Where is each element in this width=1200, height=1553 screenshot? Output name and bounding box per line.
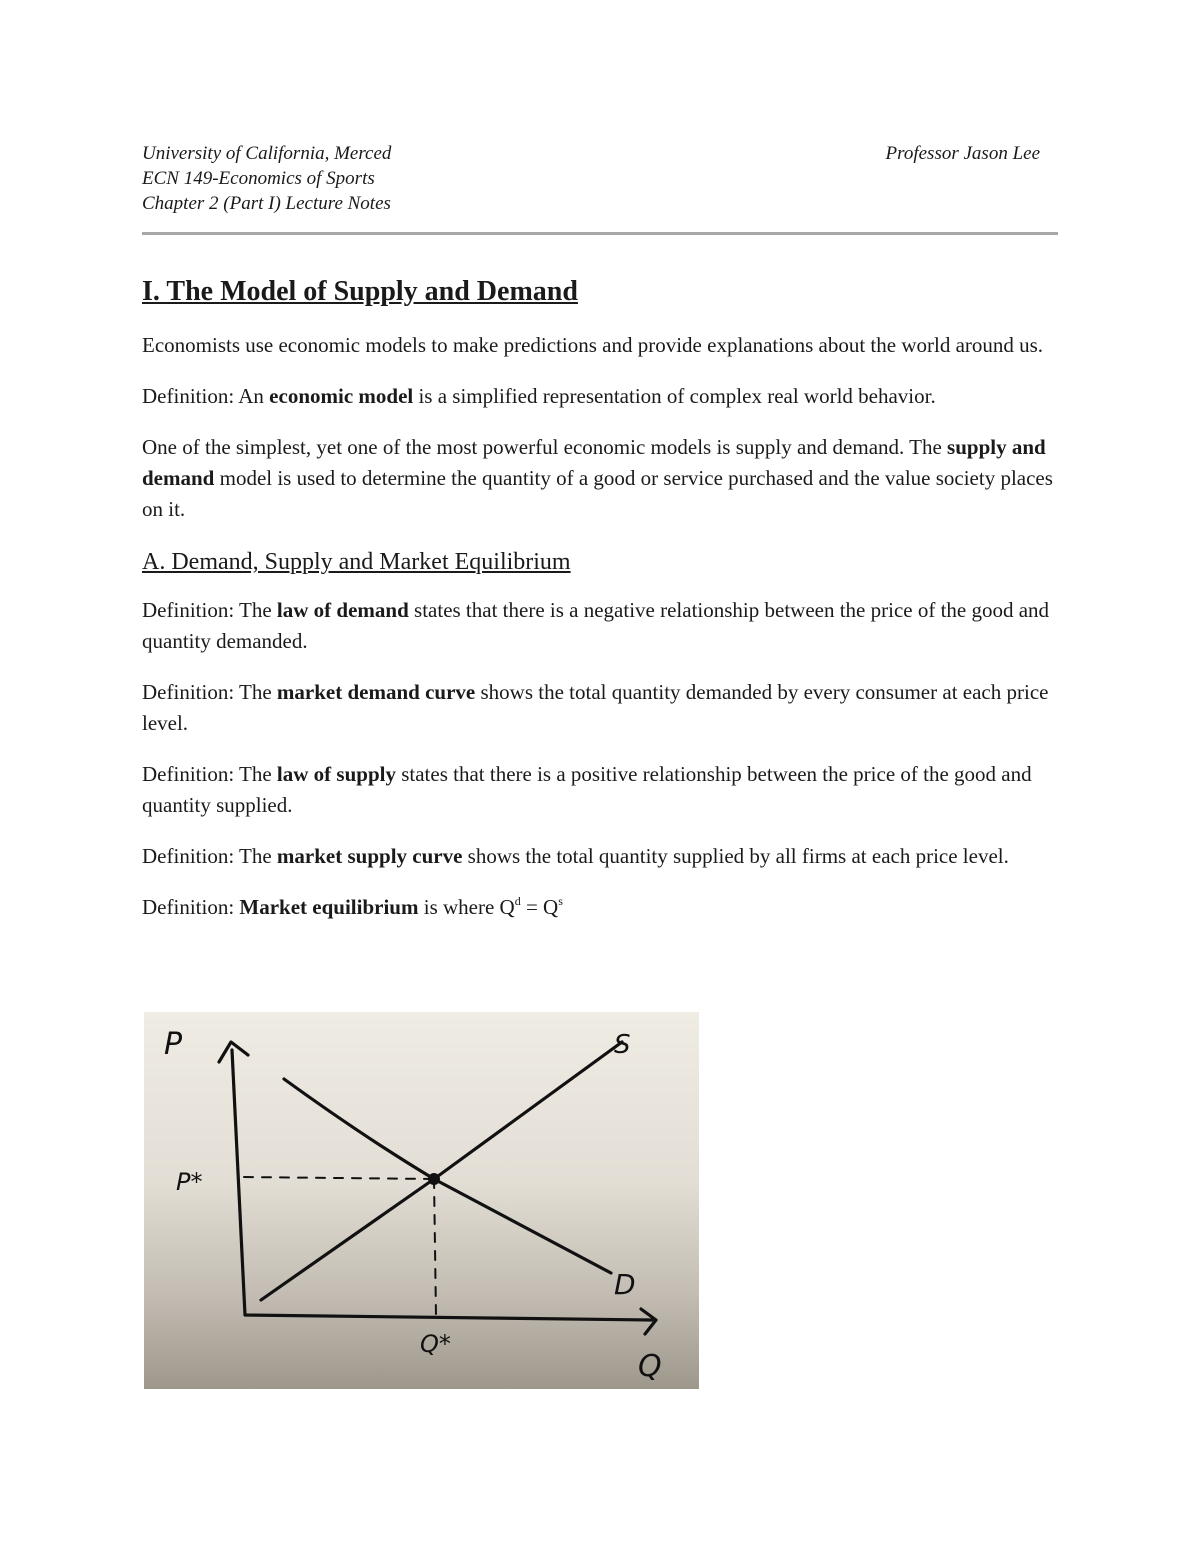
definition-prefix: Definition: The (142, 598, 277, 622)
definition-term: market demand curve (276, 680, 476, 704)
q-axis-label: Q (638, 1349, 662, 1384)
equilibrium-point (428, 1173, 440, 1185)
definition-term: supply and demand (142, 435, 1046, 490)
definition-prefix: Definition: The (142, 844, 277, 868)
definition-text: is a simplified representation of complex real world behavior. (413, 384, 936, 408)
header-divider (142, 232, 1058, 235)
definition-term: economic model (269, 384, 414, 408)
definition-term: Market equilibrium (239, 895, 419, 919)
paragraph-text: One of the simplest, yet one of the most powerful economic models is supply and demand. The (142, 435, 948, 459)
section-title: I. The Model of Supply and Demand (142, 276, 578, 307)
definition-term: law of supply (276, 762, 396, 786)
q-star-label: Q* (420, 1330, 451, 1358)
demand-label: D (614, 1268, 636, 1301)
supply-demand-paragraph (142, 432, 1058, 525)
definition-term: market supply curve (276, 844, 463, 868)
law-of-demand-definition (142, 595, 1058, 657)
market-equilibrium-definition (142, 892, 1058, 923)
supply-label: S (614, 1030, 631, 1060)
lecture-notes-label: Chapter 2 (Part I) Lecture Notes (142, 193, 391, 214)
definition-text: states that there is a positive relationship between the price of the good and quantity supplied. (142, 762, 1032, 817)
university-name: University of California, Merced (142, 143, 392, 164)
definition-prefix: Definition: (142, 895, 240, 919)
definition-text: is where Q (418, 895, 515, 919)
intro-paragraph: Economists use economic models to make predictions and provide explanations about the world around us. (142, 333, 1044, 357)
demand-superscript: d (514, 894, 521, 908)
document-header (142, 141, 1040, 216)
document-body (142, 272, 1058, 943)
p-star-label: P* (176, 1168, 203, 1196)
paragraph-text: model is used to determine the quantity of a good or service purchased and the value society places on it. (142, 466, 1053, 521)
definition-text: shows the total quantity supplied by all firms at each price level. (462, 844, 1009, 868)
course-name: ECN 149-Economics of Sports (142, 168, 375, 189)
definition-prefix: Definition: The (142, 680, 277, 704)
definition-prefix: Definition: The (142, 762, 277, 786)
p-axis-label: P (164, 1027, 183, 1062)
definition-term: law of demand (276, 598, 409, 622)
supply-superscript: s (558, 894, 563, 908)
equals-text: = Q (520, 895, 559, 919)
professor-name: Professor Jason Lee (885, 143, 1040, 164)
subsection-title: A. Demand, Supply and Market Equilibrium (142, 549, 571, 575)
definition-prefix: Definition: An (142, 384, 270, 408)
definition-text: shows the total quantity demanded by every consumer at each price level. (142, 680, 1049, 735)
law-of-supply-definition (142, 759, 1058, 821)
market-supply-curve-definition (142, 841, 1058, 872)
definition-text: states that there is a negative relationship between the price of the good and quantity demanded. (142, 598, 1050, 653)
market-demand-curve-definition (142, 677, 1058, 739)
supply-demand-graph-photo (144, 1012, 699, 1389)
economic-model-definition (142, 381, 1058, 412)
